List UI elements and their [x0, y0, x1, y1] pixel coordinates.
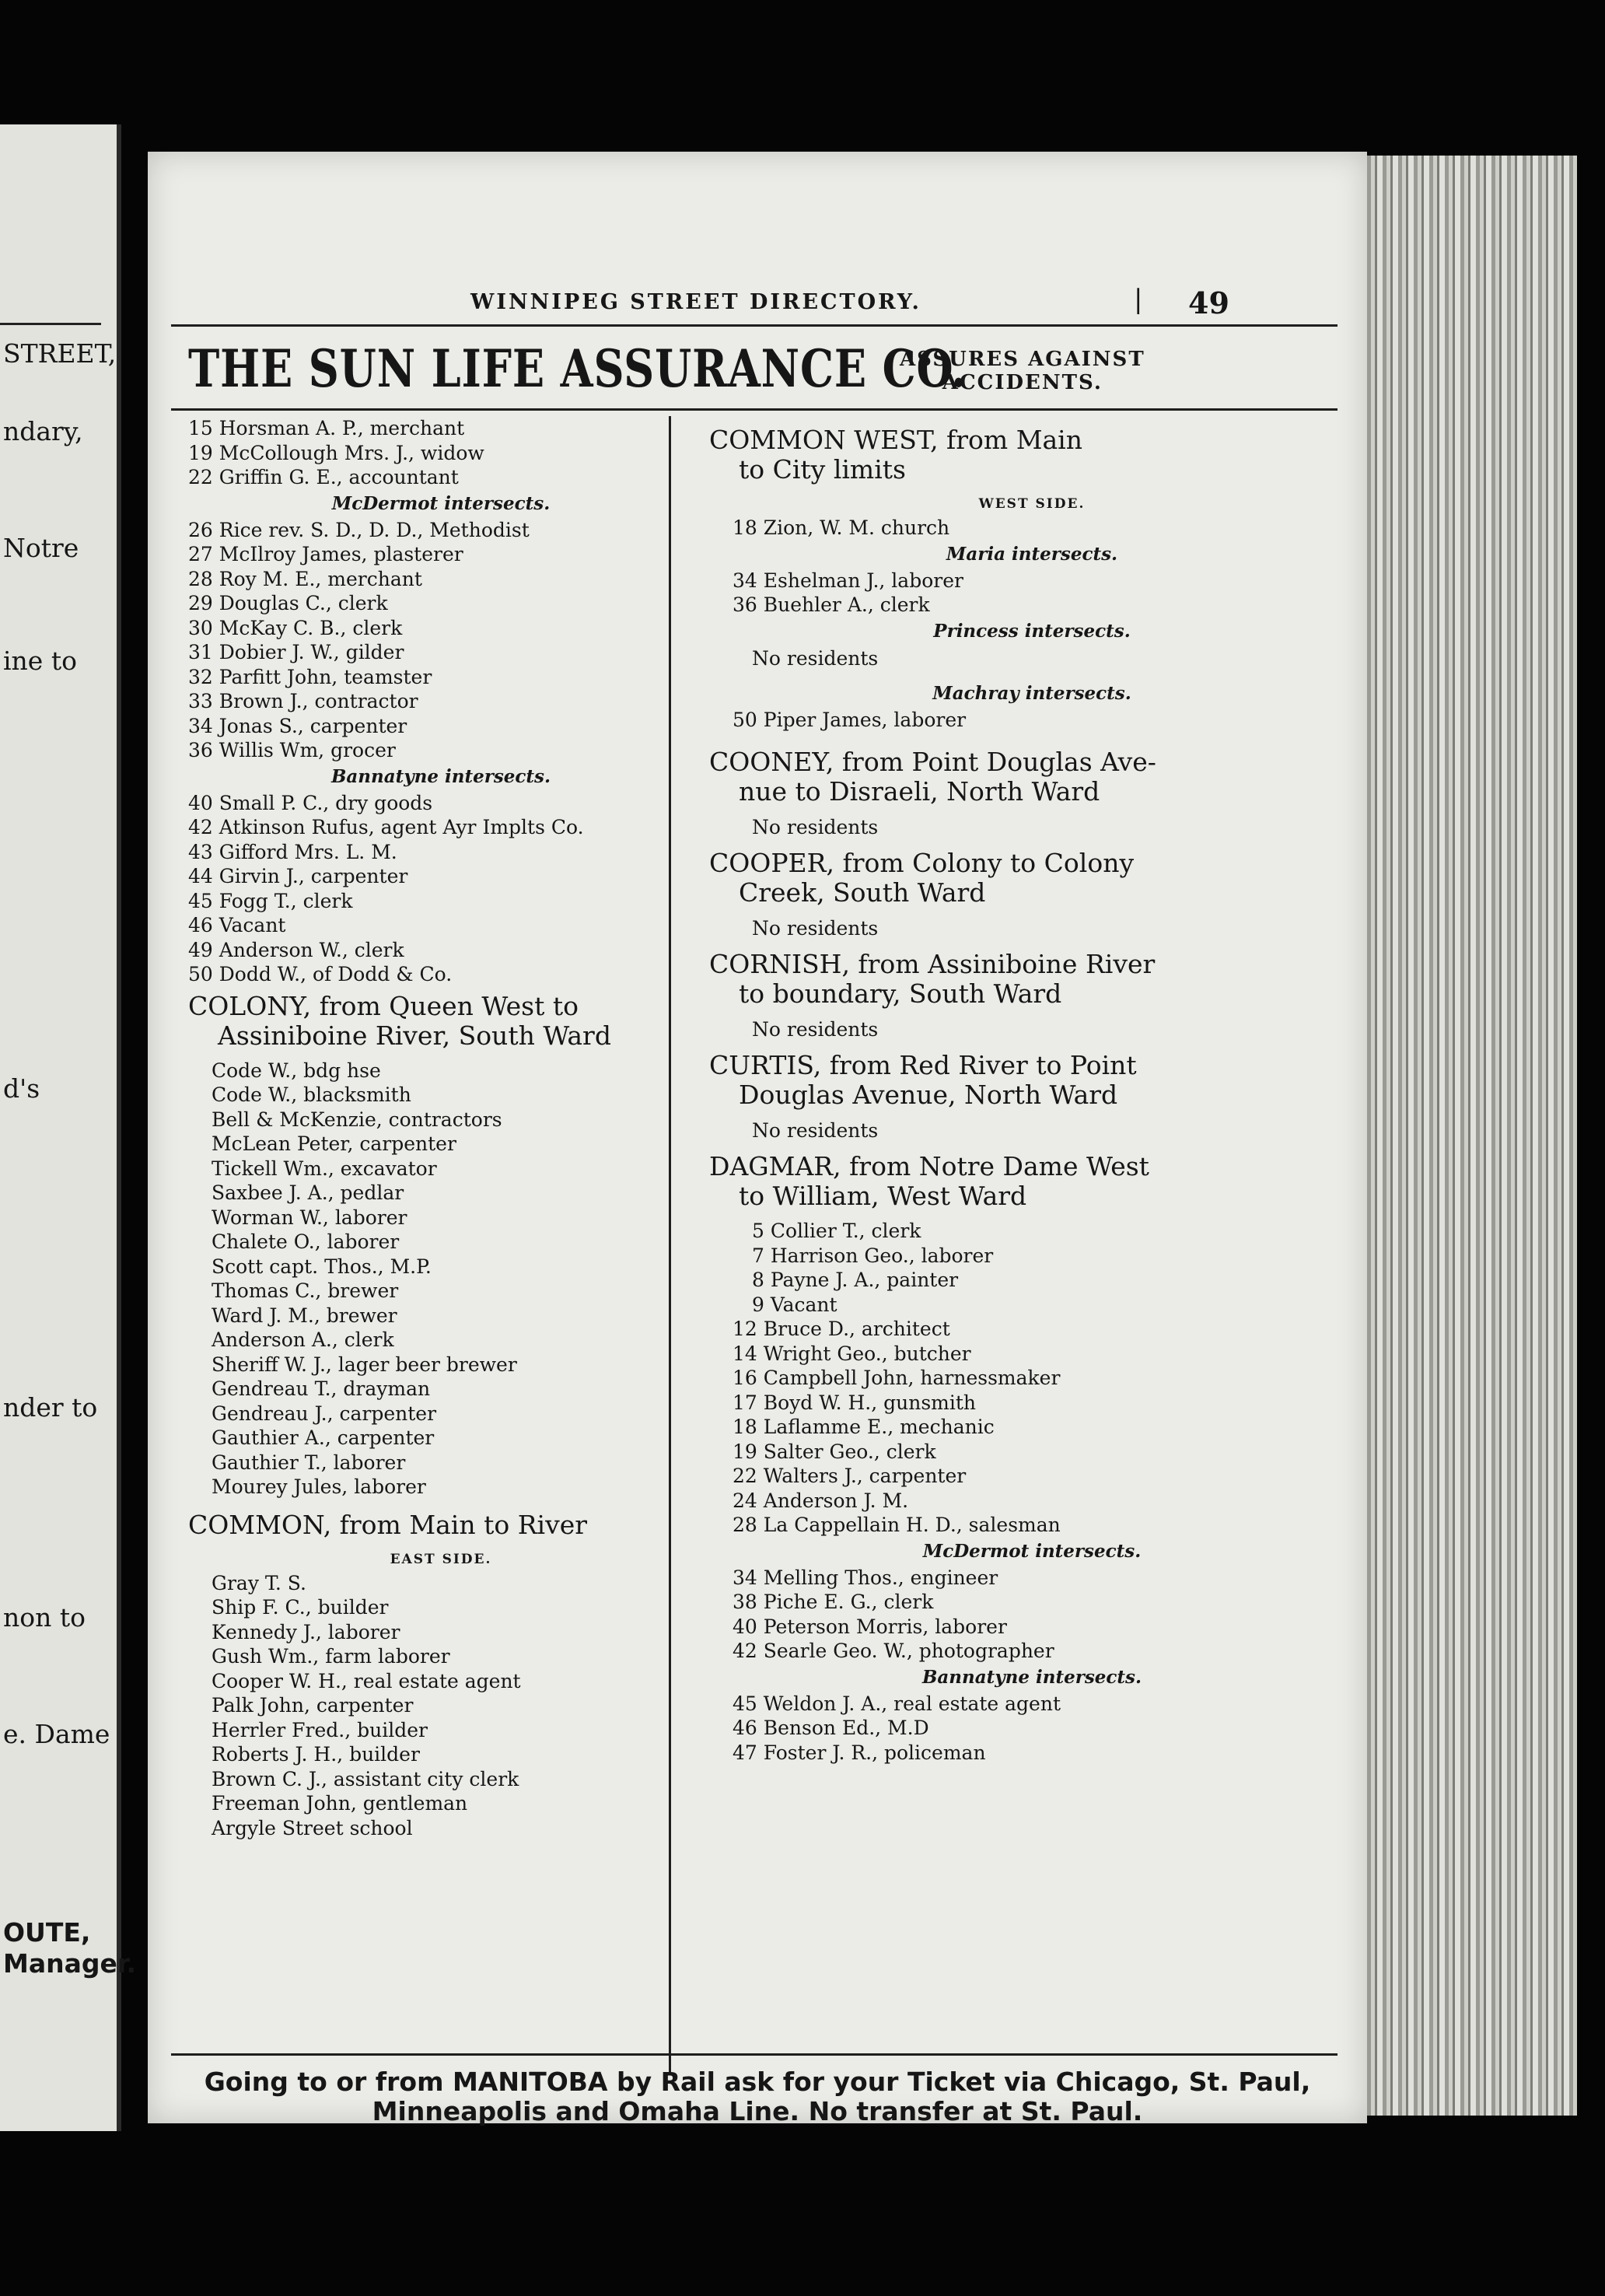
book-page-edges: [1367, 156, 1577, 2116]
street-heading-cooper: [709, 849, 1355, 908]
street-heading-common-west: [709, 425, 1355, 485]
cross-street-note: McDermot intersects.: [922, 1540, 1142, 1562]
no-residents-note: No residents: [752, 816, 879, 838]
directory-entry: Sheriff W. J., lager beer brewer: [212, 1353, 517, 1376]
directory-entry: Gauthier T., laborer: [212, 1451, 406, 1474]
directory-entry: 50 Dodd W., of Dodd & Co.: [188, 963, 453, 985]
cross-street-note: McDermot intersects.: [331, 492, 551, 514]
directory-entry: 22 Griffin G. E., accountant: [188, 466, 459, 488]
tagline-line: ASSURES AGAINST: [900, 348, 1145, 371]
directory-entry: Anderson A., clerk: [212, 1328, 394, 1351]
directory-entry: Kennedy J., laborer: [212, 1620, 400, 1643]
directory-entry: Code W., blacksmith: [212, 1083, 411, 1106]
directory-entry: Bell & McKenzie, contractors: [212, 1108, 502, 1131]
facing-fragment: ine to: [3, 646, 77, 676]
directory-entry: 40 Peterson Morris, laborer: [733, 1615, 1007, 1638]
header-rule: [171, 324, 1338, 327]
directory-entry: 40 Small P. C., dry goods: [188, 791, 433, 814]
directory-entry: 36 Willis Wm, grocer: [188, 739, 396, 761]
directory-entry: 5 Collier T., clerk: [752, 1220, 921, 1242]
margin-mark: |: [1134, 284, 1143, 315]
footer-rule: [171, 2053, 1338, 2056]
directory-entry: Scott capt. Thos., M.P.: [212, 1255, 432, 1278]
no-residents-note: No residents: [752, 646, 879, 670]
cross-street-note: Machray intersects.: [932, 682, 1131, 704]
street-heading-cornish: [709, 950, 1355, 1009]
directory-entry: 42 Atkinson Rufus, agent Ayr Implts Co.: [188, 816, 584, 838]
street-heading-curtis: [709, 1051, 1355, 1110]
cross-street-note: Bannatyne intersects.: [921, 1666, 1142, 1688]
directory-page: [148, 152, 1367, 2126]
directory-entry: McLean Peter, carpenter: [212, 1132, 456, 1155]
facing-fragment: d's: [3, 1073, 40, 1104]
cross-street-note: Princess intersects.: [933, 620, 1131, 642]
directory-entry: Brown C. J., assistant city clerk: [212, 1767, 519, 1790]
directory-entry: 49 Anderson W., clerk: [188, 938, 404, 961]
street-heading-line: Douglas Avenue, North Ward: [739, 1080, 1118, 1110]
directory-entry: 26 Rice rev. S. D., D. D., Methodist: [188, 518, 530, 541]
directory-entry: Saxbee J. A., pedlar: [212, 1181, 404, 1204]
directory-entry: 38 Piche E. G., clerk: [733, 1591, 934, 1613]
directory-entry: 18 Laflamme E., mechanic: [733, 1416, 995, 1438]
facing-fragment: non to: [3, 1602, 86, 1633]
directory-entry: 15 Horsman A. P., merchant: [188, 417, 465, 439]
directory-entry: 7 Harrison Geo., laborer: [752, 1244, 994, 1267]
directory-entry: 42 Searle Geo. W., photographer: [733, 1640, 1054, 1662]
directory-entry: Freeman John, gentleman: [212, 1792, 468, 1815]
directory-entry: 46 Benson Ed., M.D: [733, 1717, 929, 1739]
directory-entry: Gray T. S.: [212, 1571, 306, 1594]
directory-entry: Roberts J. H., builder: [212, 1743, 420, 1766]
footer-advert-line: Minneapolis and Omaha Line. No transfer at St. Paul.: [372, 2096, 1143, 2126]
facing-fragment: OUTE,: [3, 1917, 91, 1948]
page-number: 49: [1188, 285, 1229, 320]
directory-entry: 16 Campbell John, harnessmaker: [733, 1367, 1061, 1389]
street-heading-colony: [188, 992, 694, 1051]
directory-entry: 22 Walters J., carpenter: [733, 1465, 967, 1487]
directory-entry: Gauthier A., carpenter: [212, 1426, 435, 1449]
facing-fragment: STREET,: [3, 338, 117, 369]
advert-banner-tagline: [900, 348, 1145, 394]
directory-entry: Gendreau J., carpenter: [212, 1402, 437, 1425]
no-residents-note: No residents: [752, 1119, 879, 1142]
directory-entry: 12 Bruce D., architect: [733, 1318, 950, 1340]
directory-entry: 46 Vacant: [188, 914, 286, 936]
tagline-line: ACCIDENTS.: [942, 371, 1103, 394]
directory-entry: Tickell Wm., excavator: [212, 1157, 437, 1180]
street-heading-common: COMMON, from Main to River: [188, 1509, 588, 1540]
directory-entry: Argyle Street school: [212, 1816, 413, 1839]
facing-fragment: nder to: [3, 1392, 98, 1423]
cross-street-note: Bannatyne intersects.: [330, 765, 551, 787]
directory-entry: Herrler Fred., builder: [212, 1718, 428, 1741]
directory-entry: 17 Boyd W. H., gunsmith: [733, 1391, 977, 1414]
directory-entry: 8 Payne J. A., painter: [752, 1269, 959, 1291]
directory-entry: 27 McIlroy James, plasterer: [188, 543, 463, 565]
directory-entry: Gush Wm., farm laborer: [212, 1645, 450, 1668]
directory-entry: Cooper W. H., real estate agent: [212, 1669, 521, 1692]
street-heading-line: to William, West Ward: [739, 1181, 1027, 1211]
directory-entry: 44 Girvin J., carpenter: [188, 865, 408, 887]
directory-entry: 30 McKay C. B., clerk: [188, 616, 403, 639]
directory-entry: Thomas C., brewer: [212, 1279, 399, 1302]
directory-entry: Mourey Jules, laborer: [212, 1475, 426, 1498]
running-head: WINNIPEG STREET DIRECTORY.: [470, 290, 921, 314]
no-residents-note: No residents: [752, 1018, 879, 1041]
directory-entry: Gendreau T., drayman: [212, 1377, 431, 1400]
directory-entry: 47 Foster J. R., policeman: [733, 1741, 986, 1764]
street-heading-line: CURTIS, from Red River to Point: [709, 1050, 1137, 1080]
footer-advert: [148, 2067, 1367, 2126]
street-heading-dagmar: [709, 1152, 1355, 1211]
street-heading-line: COOPER, from Colony to Colony: [709, 848, 1135, 878]
cross-street-note: Maria intersects.: [946, 543, 1118, 565]
facing-page-fragment: [0, 124, 136, 2131]
street-heading-line: nue to Disraeli, North Ward: [739, 776, 1100, 807]
street-heading-line: COMMON WEST, from Main: [709, 425, 1082, 455]
directory-entry: 34 Jonas S., carpenter: [188, 714, 407, 737]
facing-fragment: Notre: [3, 533, 79, 563]
directory-entry: 31 Dobier J. W., gilder: [188, 641, 404, 663]
facing-fragment: ndary,: [3, 416, 83, 446]
directory-entry: Worman W., laborer: [212, 1206, 407, 1229]
directory-entry: 45 Fogg T., clerk: [188, 889, 353, 912]
directory-entry: 28 La Cappellain H. D., salesman: [733, 1514, 1061, 1536]
directory-entry: 36 Buehler A., clerk: [733, 593, 930, 616]
street-heading-line: Creek, South Ward: [739, 877, 986, 908]
directory-entry: 33 Brown J., contractor: [188, 690, 418, 712]
directory-entry: Palk John, carpenter: [212, 1694, 414, 1717]
directory-entry: 24 Anderson J. M.: [733, 1489, 909, 1512]
directory-entry: 19 Salter Geo., clerk: [733, 1440, 936, 1463]
directory-entry: 50 Piper James, laborer: [733, 708, 967, 731]
directory-entry: Ship F. C., builder: [212, 1596, 389, 1619]
directory-entry: 28 Roy M. E., merchant: [188, 567, 422, 590]
no-residents-note: No residents: [752, 917, 879, 940]
right-column: [709, 425, 1355, 1765]
directory-entry: 18 Zion, W. M. church: [733, 516, 950, 539]
street-heading-line: Assiniboine River, South Ward: [218, 1020, 611, 1051]
side-of-street-label: WEST SIDE.: [978, 496, 1086, 512]
street-heading-cooney: [709, 747, 1355, 807]
directory-entry: 45 Weldon J. A., real estate agent: [733, 1692, 1061, 1715]
facing-fragment: Manager.: [3, 1948, 136, 1979]
street-heading-line: to City limits: [739, 454, 906, 485]
footer-advert-line: Going to or from MANITOBA by Rail ask for your Ticket via Chicago, St. Paul,: [204, 2067, 1311, 2097]
left-column: [188, 416, 694, 1840]
directory-entry: 43 Gifford Mrs. L. M.: [188, 840, 397, 863]
street-heading-line: to boundary, South Ward: [739, 978, 1062, 1009]
street-heading-line: COLONY, from Queen West to: [188, 990, 579, 1021]
directory-entry: 14 Wright Geo., butcher: [733, 1342, 971, 1365]
directory-entry: 9 Vacant: [752, 1293, 837, 1316]
directory-entry: 19 McCollough Mrs. J., widow: [188, 441, 484, 464]
facing-fragment: e. Dame: [3, 1719, 110, 1749]
advert-banner: THE SUN LIFE ASSURANCE CO.: [188, 338, 967, 399]
directory-entry: Ward J. M., brewer: [212, 1304, 397, 1327]
directory-entry: Code W., bdg hse: [212, 1059, 381, 1082]
facing-page-rule: [0, 323, 101, 325]
side-of-street-label: EAST SIDE.: [390, 1551, 492, 1567]
street-heading-line: COONEY, from Point Douglas Ave-: [709, 747, 1156, 777]
directory-entry: 34 Melling Thos., engineer: [733, 1566, 998, 1589]
directory-entry: 34 Eshelman J., laborer: [733, 569, 963, 592]
directory-entry: 32 Parfitt John, teamster: [188, 665, 432, 688]
street-heading-line: CORNISH, from Assiniboine River: [709, 949, 1156, 979]
directory-entry: Chalete O., laborer: [212, 1230, 400, 1253]
banner-rule: [171, 408, 1338, 411]
street-heading-line: DAGMAR, from Notre Dame West: [709, 1151, 1149, 1181]
directory-entry: 29 Douglas C., clerk: [188, 592, 388, 614]
